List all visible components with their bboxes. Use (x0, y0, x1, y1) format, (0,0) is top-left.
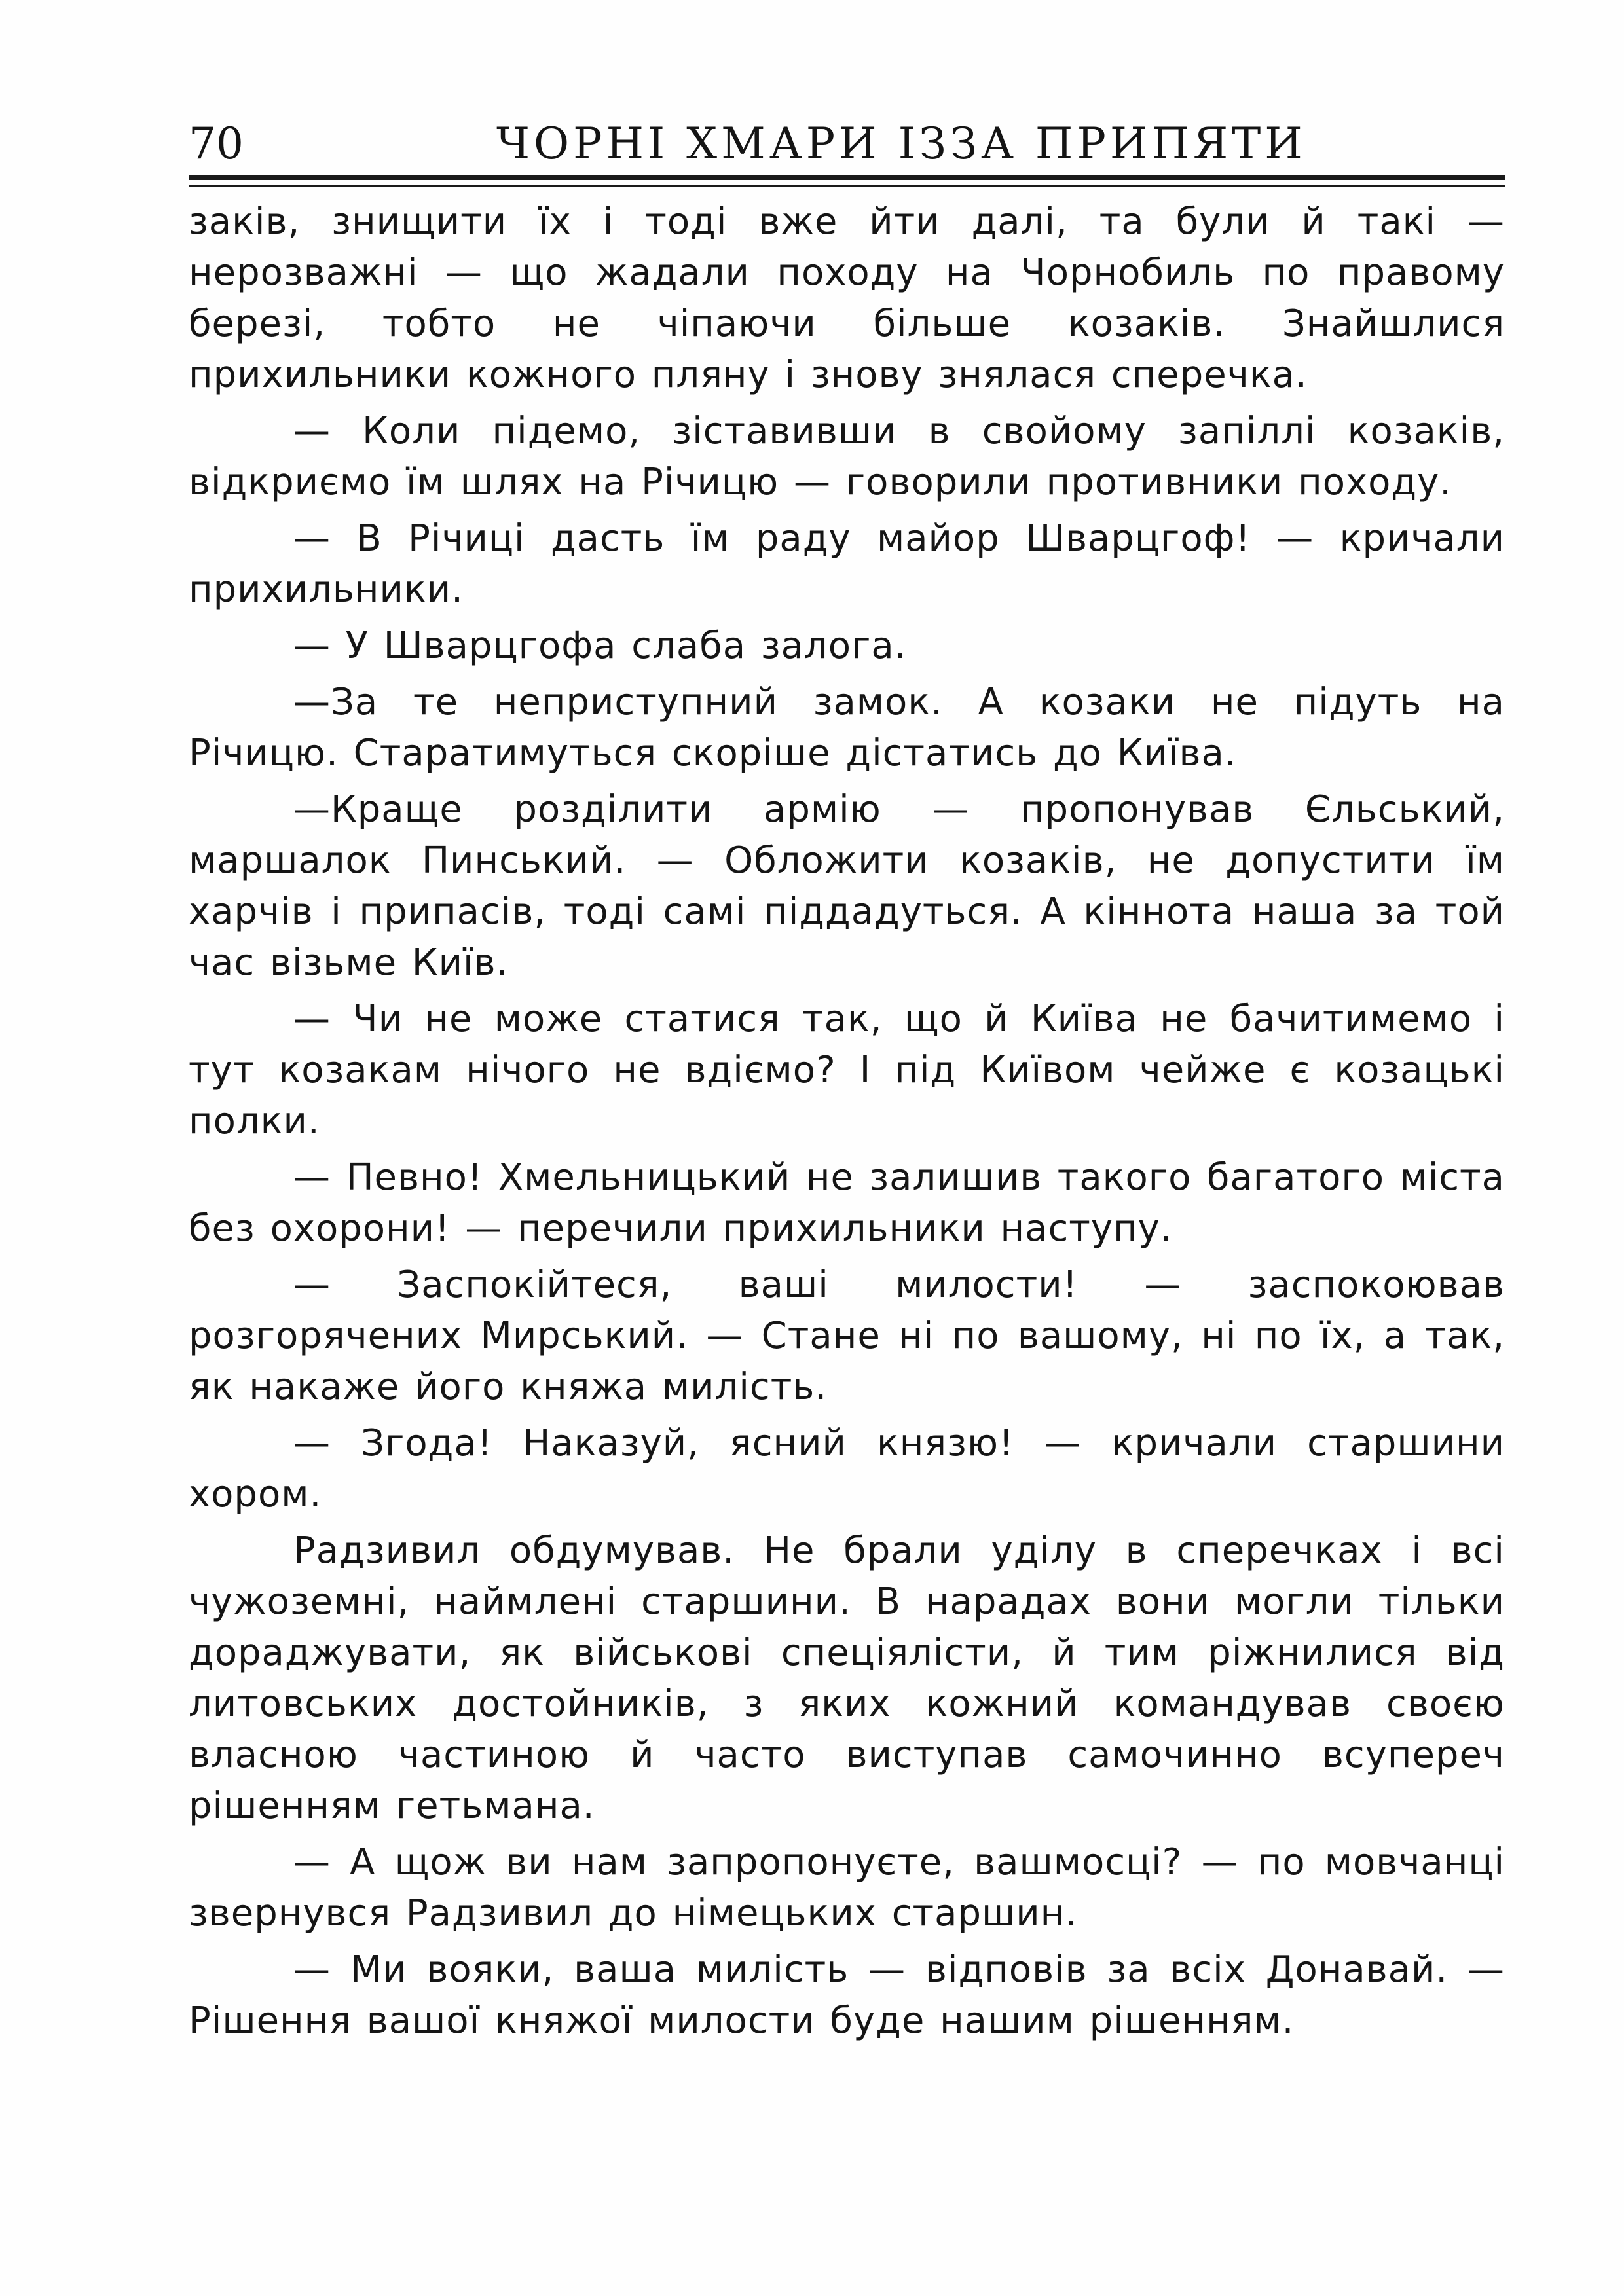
dialogue-paragraph: — Заспокійтеся, ваші милости! — заспокоював розгорячених Мирський. — Стане ні по вашому, ні по їх, а так, як накаже його княжа милість. (189, 1264, 1505, 1408)
narrative-paragraph: Радзивил обдумував. Не брали уділу в сперечках і всі чужоземні, наймлені старшини. В нарадах вони могли тільки дораджувати, як військові спеціялісти, й тим ріжнилися від литовських достойників, з яких кожний командував своєю власною частиною й часто виступав самочинно всупереч рішенням гетьмана. (189, 1529, 1505, 1827)
dialogue-paragraph: — В Річиці дасть їм раду майор Шварцгоф! — кричали прихильники. (189, 517, 1505, 611)
paragraph-continuation: заків, знищити їх і тоді вже йти далі, та були й такі — нерозважні — що жадали походу на Чорнобиль по правому березі, тобто не чіпаючи більше козаків. Знайшлися прихильники кожного пляну і знову знялася сперечка. (189, 200, 1505, 396)
dialogue-paragraph: — Згода! Наказуй, ясний князю! — кричали старшини хором. (189, 1422, 1505, 1516)
dialogue-paragraph: — У Шварцгофа слаба залога. (293, 625, 907, 667)
header-rule-thin (189, 185, 1505, 187)
header-rule-thick (189, 175, 1505, 180)
dialogue-paragraph: — А щож ви нам запропонуєте, вашмосці? — по мовчанці звернувся Радзивил до німецьких старшин. (189, 1841, 1505, 1935)
running-title: ЧОРНІ ХМАРИ ІЗЗА ПРИПЯТИ (496, 118, 1306, 169)
page-number: 70 (189, 118, 244, 169)
dialogue-paragraph: —За те неприступний замок. А козаки не підуть на Річицю. Старатимуться скоріше дістатись до Київа. (189, 681, 1505, 774)
body-text (189, 196, 1505, 2052)
dialogue-paragraph: — Певно! Хмельницький не залишив такого багатого міста без охорони! — перечили прихильники наступу. (189, 1156, 1505, 1250)
dialogue-paragraph: — Ми вояки, ваша милість — відповів за всіх Донавай. — Рішення вашої княжої милости буде нашим рішенням. (189, 1948, 1505, 2042)
dialogue-paragraph: — Коли підемо, зіставивши в свойому запіллі козаків, відкриємо їм шлях на Річицю — говорили противники походу. (189, 410, 1505, 503)
page-header (189, 118, 1505, 170)
dialogue-paragraph: —Краще розділити армію — пропонував Єльський, маршалок Пинський. — Обложити козаків, не допустити їм харчів і припасів, тоді самі піддадуться. А кіннота наша за той час візьме Київ. (189, 788, 1505, 984)
dialogue-paragraph: — Чи не може статися так, що й Київа не бачитимемо і тут козакам нічого не вдіємо? І під Київом чейже є козацькі полки. (189, 998, 1505, 1142)
